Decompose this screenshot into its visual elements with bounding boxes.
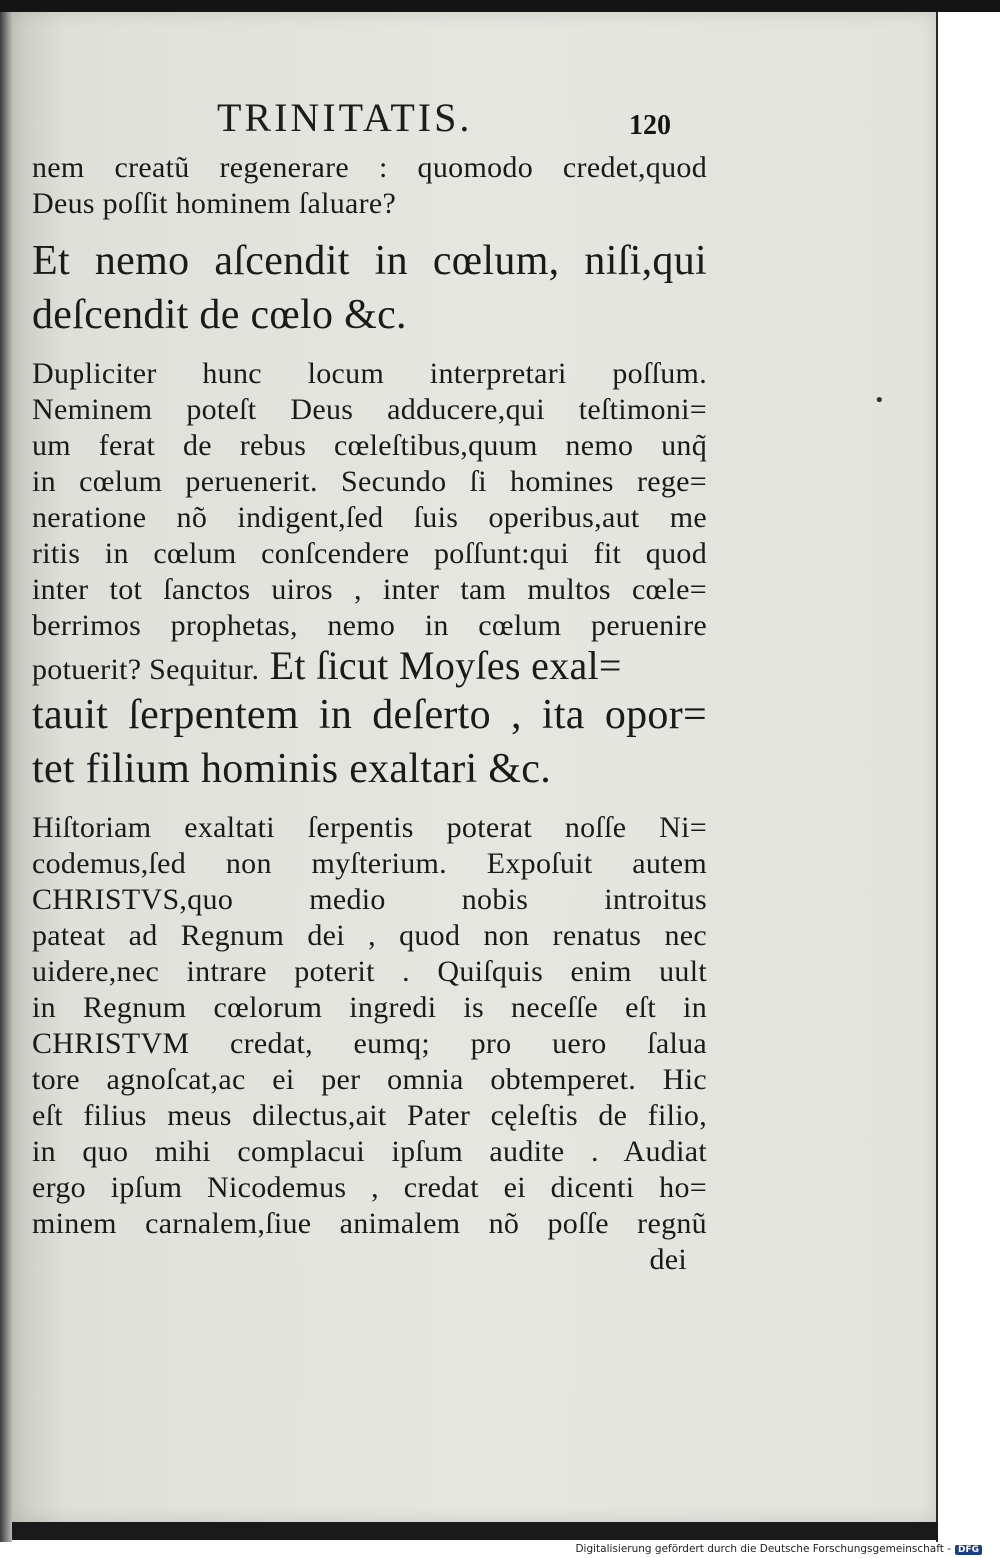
book-page bbox=[12, 12, 936, 1522]
running-title: TRINITATIS. bbox=[217, 95, 473, 140]
catchword: dei bbox=[649, 1243, 687, 1276]
scan-right-margin bbox=[936, 12, 1000, 1542]
text-line: CHRISTVS,quo medio nobis introitus bbox=[32, 883, 707, 916]
digitization-credit bbox=[575, 1543, 982, 1555]
text-line: ergo ipſum Nicodemus , credat ei dicenti ho= bbox=[32, 1171, 707, 1204]
text-line: in Regnum cœlorum ingredi is neceſſe eſt in bbox=[32, 991, 707, 1024]
text-run: potuerit? Sequitur. bbox=[32, 653, 260, 686]
lemma-heading-1 bbox=[32, 234, 707, 342]
text-line: Deus poſſit hominem ſaluare? bbox=[32, 187, 397, 220]
dfg-logo: DFG bbox=[955, 1545, 982, 1555]
text-line: Neminem poteſt Deus adducere,qui teſtimoni= bbox=[32, 393, 707, 426]
main-text-block bbox=[32, 150, 707, 1278]
text-line: inter tot ſanctos uiros , inter tam multos cœle= bbox=[32, 573, 707, 606]
text-line: minem carnalem,ſiue animalem nõ poſſe regnũ bbox=[32, 1207, 707, 1240]
text-line: pateat ad Regnum dei , quod non renatus nec bbox=[32, 919, 707, 952]
text-line: CHRISTVM credat, eumq; pro uero ſalua bbox=[32, 1027, 707, 1060]
text-line: ritis in cœlum conſcendere poſſunt:qui fit quod bbox=[32, 537, 707, 570]
lemma-line: tauit ſerpentem in deſerto , ita opor= bbox=[32, 692, 707, 738]
text-line: um ferat de rebus cœleſtibus,quum nemo unq̃ bbox=[32, 429, 707, 462]
text-line: eſt filius meus dilectus,ait Pater cęleſtis de filio, bbox=[32, 1099, 707, 1132]
book-spine-edge bbox=[0, 12, 12, 1542]
mixed-text-line bbox=[32, 644, 707, 688]
scan-top-border bbox=[0, 0, 1000, 12]
text-line: Hiſtoriam exaltati ſerpentis poterat noſſe Ni= bbox=[32, 811, 707, 844]
text-line: Dupliciter hunc locum interpretari poſſum. bbox=[32, 357, 707, 390]
text-line: tore agnoſcat,ac ei per omnia obtemperet. Hic bbox=[32, 1063, 707, 1096]
lemma-line: tet filium hominis exaltari &c. bbox=[32, 746, 552, 792]
lemma-heading-2 bbox=[32, 688, 707, 796]
commentary-paragraph-2 bbox=[32, 810, 707, 1278]
lemma-line: deſcendit de cœlo &c. bbox=[32, 292, 407, 338]
text-line: uidere,nec intrare poterit . Quiſquis enim uult bbox=[32, 955, 707, 988]
text-line: neratione nõ indigent,ſed ſuis operibus,aut me bbox=[32, 501, 707, 534]
ink-speck-icon: • bbox=[874, 390, 885, 411]
commentary-paragraph-1 bbox=[32, 356, 707, 688]
credit-text: Digitalisierung gefördert durch die Deutsche Forschungsgemeinschaft - bbox=[575, 1543, 951, 1555]
text-line: nem creatũ regenerare : quomodo credet,quod bbox=[32, 151, 707, 184]
page-number: 120 bbox=[629, 110, 671, 141]
text-line: in quo mihi complacui ipſum audite . Audiat bbox=[32, 1135, 707, 1168]
lemma-line: Et nemo aſcendit in cœlum, niſi,qui bbox=[32, 238, 707, 284]
text-line: berrimos prophetas, nemo in cœlum peruenire bbox=[32, 609, 707, 642]
scan-bottom-border bbox=[12, 1522, 938, 1540]
opening-lines bbox=[32, 150, 707, 222]
text-line: codemus,ſed non myſterium. Expoſuit autem bbox=[32, 847, 707, 880]
text-line: in cœlum peruenerit. Secundo ſi homines rege= bbox=[32, 465, 707, 498]
lemma-run: Et ſicut Moyſes exal= bbox=[259, 644, 622, 688]
